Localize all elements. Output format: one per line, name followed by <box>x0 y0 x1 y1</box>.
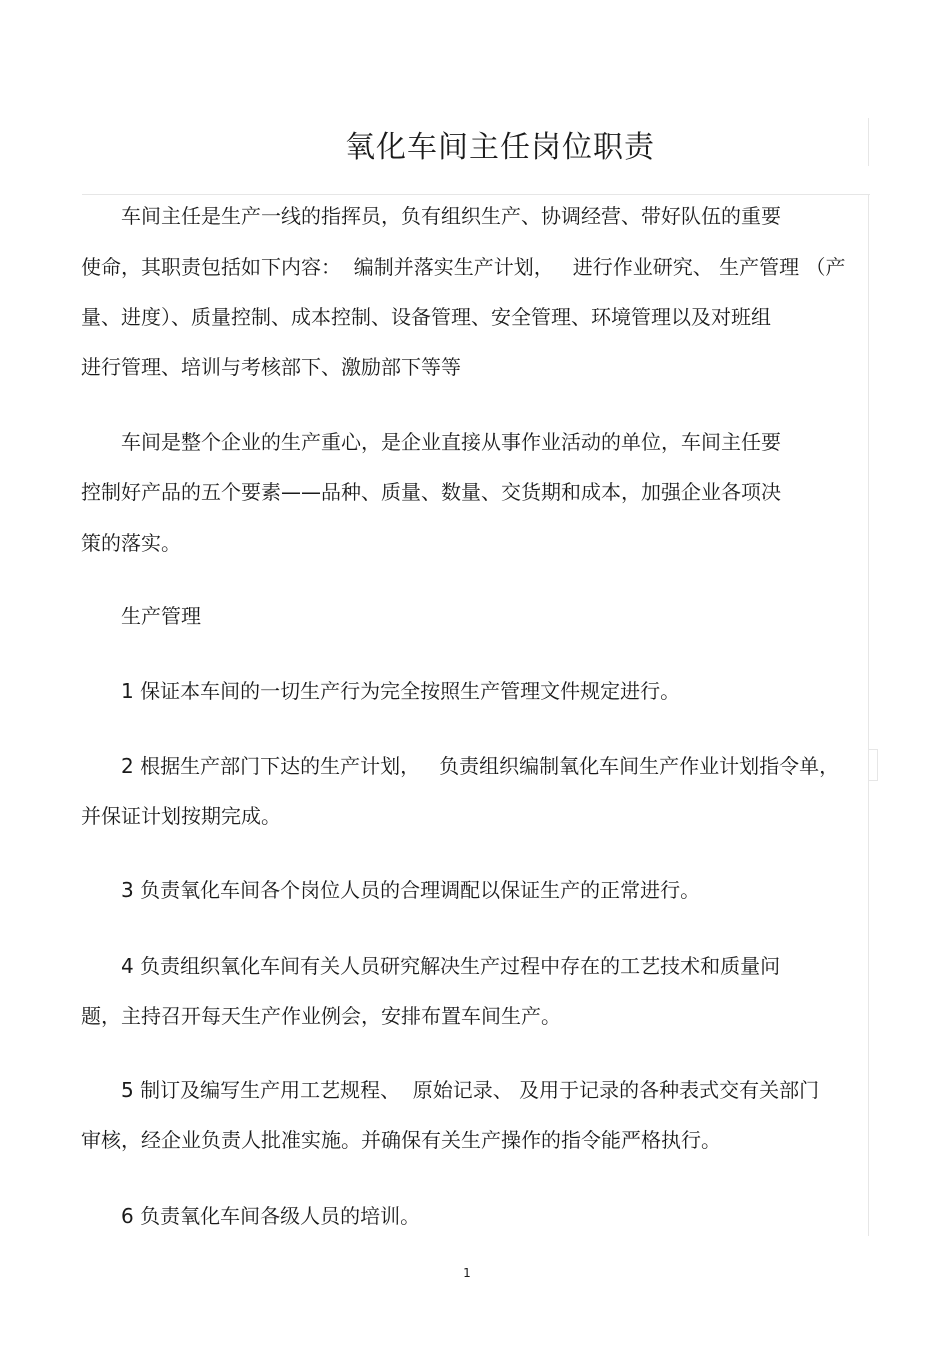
paragraph-1-line-2: 使命，其职责包括如下内容： 编制并落实生产计划， 进行作业研究、 生产管理 （产 <box>81 255 846 279</box>
item-6-line-1: 6 负责氧化车间各级人员的培训。 <box>121 1204 421 1228</box>
header-rule <box>82 194 870 195</box>
item-1-line-1: 1 保证本车间的一切生产行为完全按照生产管理文件规定进行。 <box>121 679 681 703</box>
section-heading: 生产管理 <box>121 604 201 628</box>
margin-bracket-mark <box>868 749 878 781</box>
paragraph-2-line-3: 策的落实。 <box>81 531 181 555</box>
item-2-line-1: 2 根据生产部门下达的生产计划， 负责组织编制氧化车间生产作业计划指令单， <box>121 754 840 778</box>
item-4-line-1: 4 负责组织氧化车间有关人员研究解决生产过程中存在的工艺技术和质量问 <box>121 954 781 978</box>
document-title: 氧化车间主任岗位职责 <box>345 130 655 165</box>
item-5-line-2: 审核，经企业负责人批准实施。并确保有关生产操作的指令能严格执行。 <box>81 1128 721 1152</box>
paragraph-1-line-4: 进行管理、培训与考核部下、激励部下等等 <box>81 355 461 379</box>
paragraph-1-line-1: 车间主任是生产一线的指挥员，负有组织生产、协调经营、带好队伍的重要 <box>121 204 781 228</box>
page-number: 1 <box>463 1266 471 1280</box>
paragraph-1-line-3: 量、进度）、质量控制、成本控制、设备管理、安全管理、环境管理以及对班组 <box>81 305 771 329</box>
item-4-line-2: 题，主持召开每天生产作业例会，安排布置车间生产。 <box>81 1004 561 1028</box>
paragraph-2-line-1: 车间是整个企业的生产重心，是企业直接从事作业活动的单位，车间主任要 <box>121 430 781 454</box>
item-5-line-1: 5 制订及编写生产用工艺规程、 原始记录、 及用于记录的各种表式交有关部门 <box>121 1078 820 1102</box>
paragraph-2-line-2: 控制好产品的五个要素——品种、质量、数量、交货期和成本，加强企业各项决 <box>81 480 781 504</box>
right-margin-rule <box>868 194 869 1236</box>
item-3-line-1: 3 负责氧化车间各个岗位人员的合理调配以保证生产的正常进行。 <box>121 878 701 902</box>
item-2-line-2: 并保证计划按期完成。 <box>81 804 281 828</box>
